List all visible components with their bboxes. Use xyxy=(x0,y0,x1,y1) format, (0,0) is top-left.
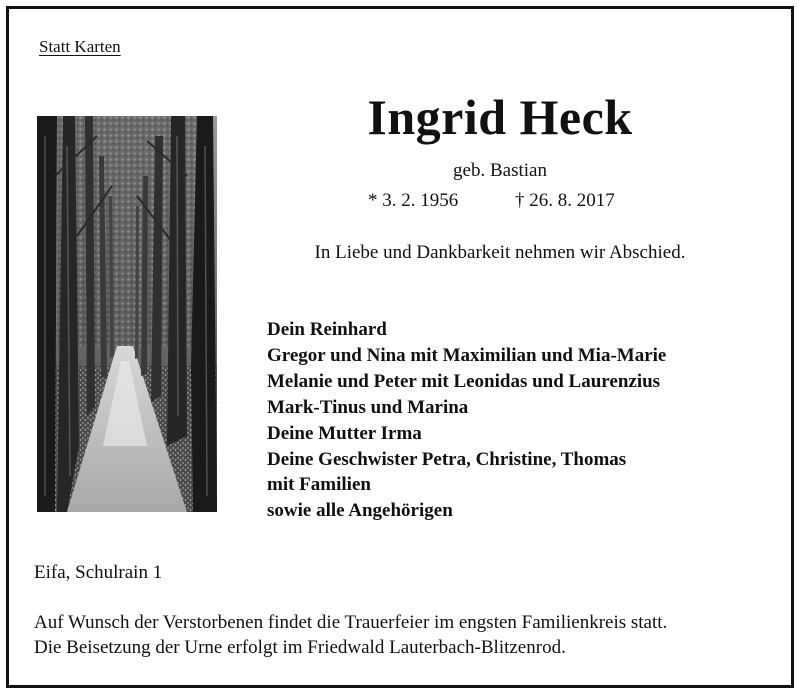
mourners-list xyxy=(267,317,666,524)
mourner-line: Mark-Tinus und Marina xyxy=(267,396,469,418)
birth-date: * 3. 2. 1956 xyxy=(368,190,459,211)
header-note: Statt Karten xyxy=(39,37,121,56)
tree-avenue-photo xyxy=(37,116,217,512)
notice-line: Auf Wunsch der Verstorbenen findet die Trauerfeier im engsten Familienkreis statt. xyxy=(34,612,668,633)
mourner-line: sowie alle Angehörigen xyxy=(267,500,453,522)
ceremony-notice xyxy=(34,610,667,660)
deceased-name: Ingrid Heck xyxy=(367,89,633,145)
mourner-line: Dein Reinhard xyxy=(267,319,387,340)
notice-line: Die Beisetzung der Urne erfolgt im Friedwald Lauterbach-Blitzenrod. xyxy=(34,637,566,658)
farewell-line: In Liebe und Dankbarkeit nehmen wir Abschied. xyxy=(314,242,686,263)
mourner-line: mit Familien xyxy=(267,474,371,496)
mourner-line: Melanie und Peter mit Leonidas und Laurenzius xyxy=(267,370,661,392)
maiden-name: geb. Bastian xyxy=(453,160,547,181)
death-date: † 26. 8. 2017 xyxy=(515,190,615,211)
address: Eifa, Schulrain 1 xyxy=(34,562,163,583)
mourner-line: Deine Geschwister Petra, Christine, Thomas xyxy=(267,448,627,470)
mourner-line: Gregor und Nina mit Maximilian und Mia-Marie xyxy=(267,344,667,366)
life-dates xyxy=(368,190,615,212)
mourner-line: Deine Mutter Irma xyxy=(267,422,422,444)
